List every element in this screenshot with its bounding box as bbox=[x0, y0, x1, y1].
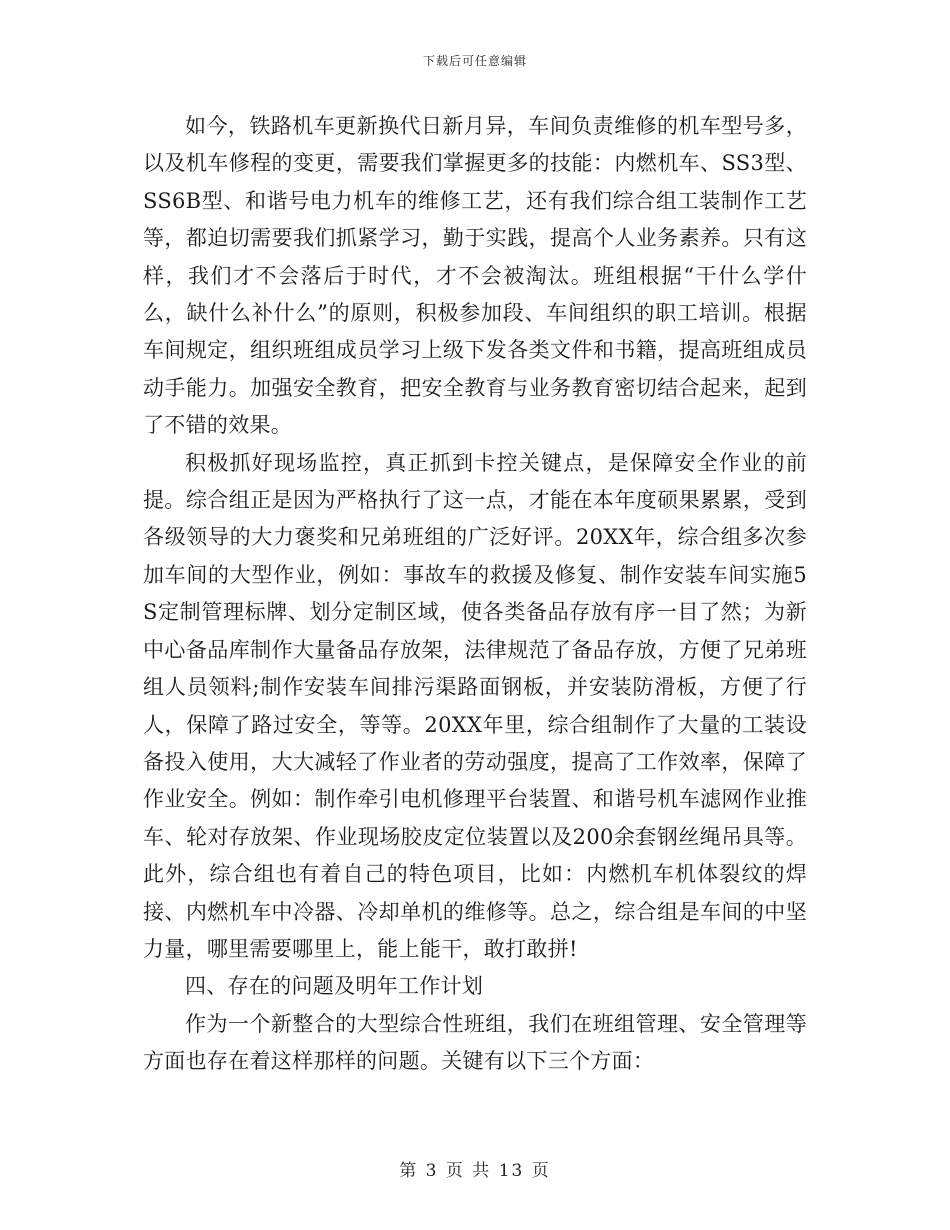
paragraph-site-monitoring: 积极抓好现场监控，真正抓到卡控关键点，是保障安全作业的前提。综合组正是因为严格执行了这一点，才能在本年度硕果累累，受到各级领导的大力褒奖和兄弟班组的广泛好评。20XX年，综合组多次参加车间的大型作业，例如：事故车的救援及修复、制作安装车间实施5S定制管理标牌、划分定制区域，使各类备品存放有序一目了然；为新中心备品库制作大量备品存放架，法律规范了备品存放，方便了兄弟班组人员领料;制作安装车间排污渠路面钢板，并安装防滑板，方便了行人，保障了路过安全，等等。20XX年里，综合组制作了大量的工装设备投入使用，大大减轻了作业者的劳动强度，提高了工作效率，保障了作业安全。例如：制作牵引电机修理平台装置、和谐号机车滤网作业推车、轮对存放架、作业现场胶皮定位装置以及200余套钢丝绳吊具等。此外，综合组也有着自己的特色项目，比如：内燃机车机体裂纹的焊接、内燃机车中冷器、冷却单机的维修等。总之，综合组是车间的中坚力量，哪里需要哪里上，能上能干，敢打敢拼! bbox=[143, 450, 807, 961]
page-header-note: 下载后可任意编辑 bbox=[422, 54, 527, 68]
paragraph-problems-intro: 作为一个新整合的大型综合性班组，我们在班组管理、安全管理等方面也存在着这样那样的问题。关键有以下三个方面： bbox=[143, 1011, 807, 1074]
document-body bbox=[143, 108, 807, 1081]
page-number-footer: 第 3 页 共 13 页 bbox=[399, 1161, 551, 1181]
section-heading-problems-plan: 四、存在的问题及明年工作计划 bbox=[185, 974, 484, 999]
paragraph-training: 如今，铁路机车更新换代日新月异，车间负责维修的机车型号多，以及机车修程的变更，需要我们掌握更多的技能：内燃机车、SS3型、SS6B型、和谐号电力机车的维修工艺，还有我们综合组工装制作工艺等，都迫切需要我们抓紧学习，勤于实践，提高个人业务素养。只有这样，我们才不会落后于时代，才不会被淘汰。班组根据“干什么学什么，缺什么补什么”的原则，积极参加段、车间组织的职工培训。根据车间规定，组织班组成员学习上级下发各类文件和书籍，提高班组成员动手能力。加强安全教育，把安全教育与业务教育密切结合起来，起到了不错的效果。 bbox=[143, 114, 807, 438]
